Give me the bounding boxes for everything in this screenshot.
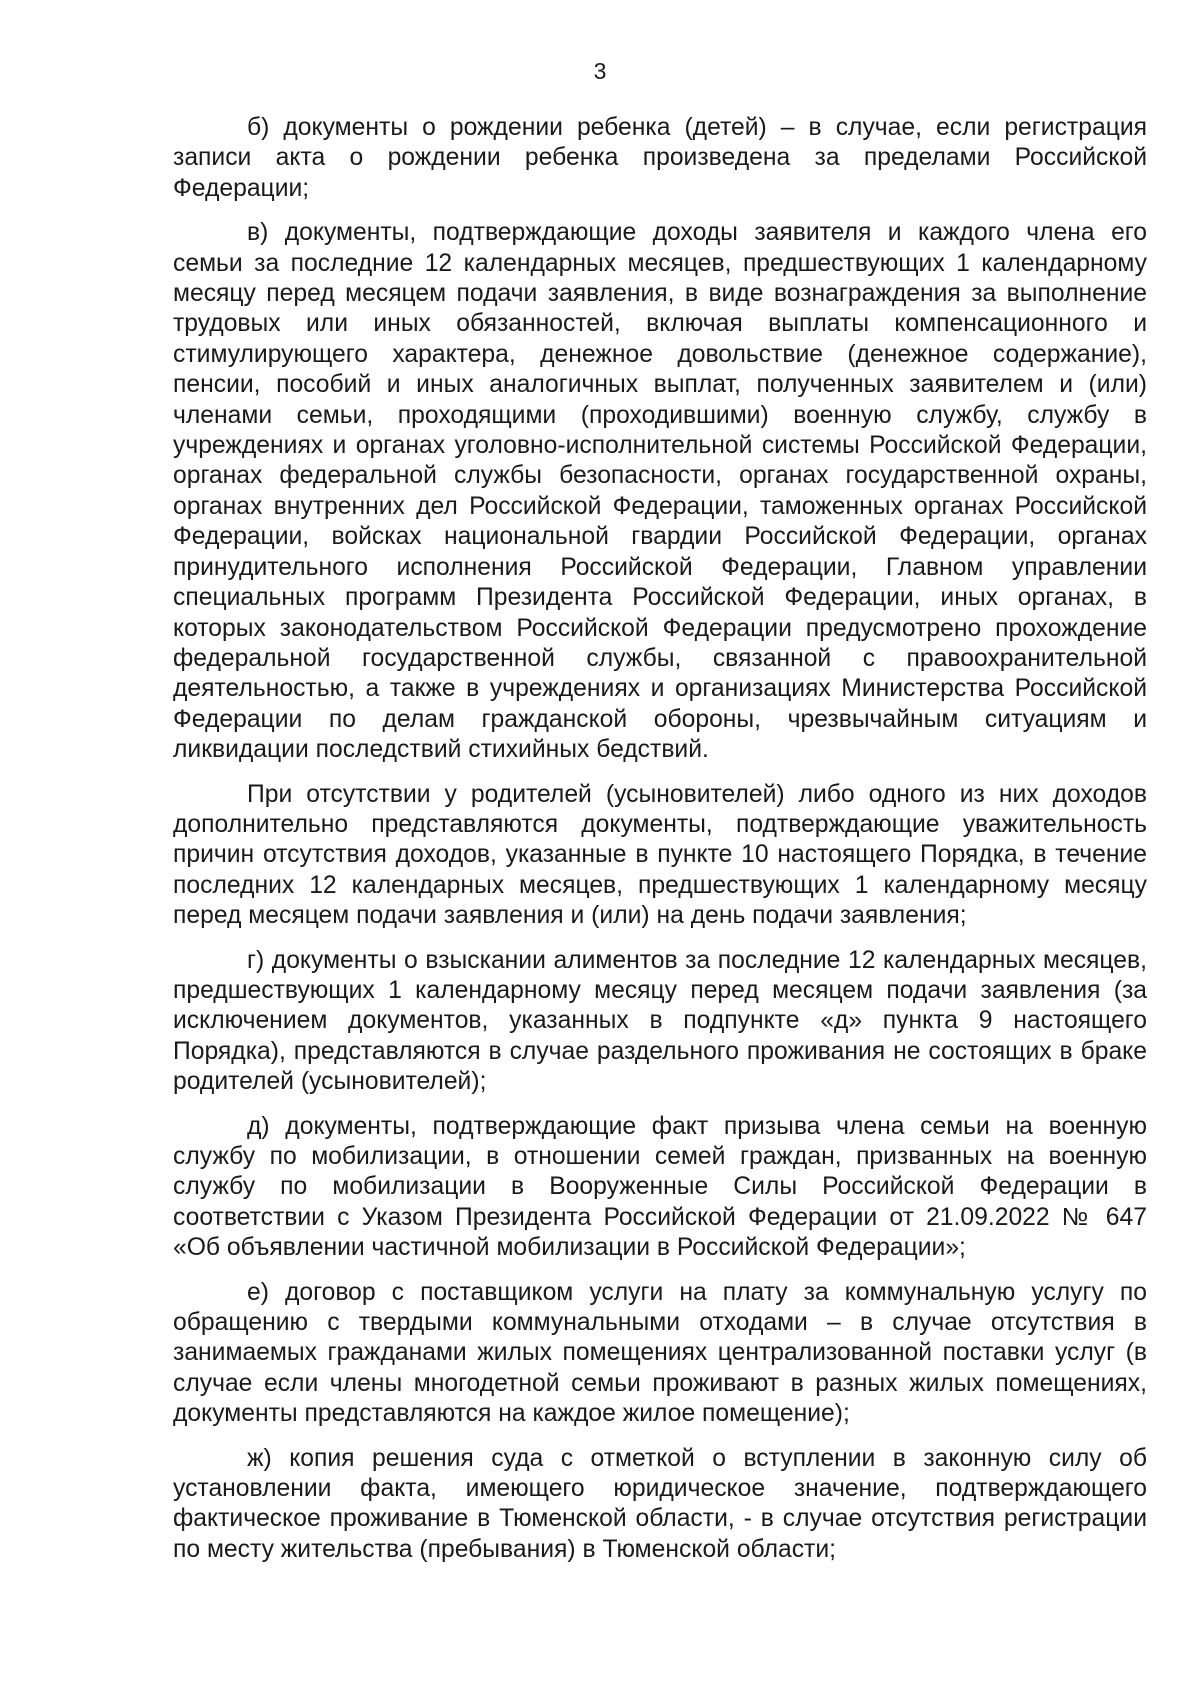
paragraph-e-waste-service-contract: е) договор с поставщиком услуги на плату за коммунальную услугу по обращению с твердыми коммунальными отходами – в случае отсутствия в занимаемых гражданами жилых помещениях централизованной поставки услуг (в случае если члены многодетной семьи проживают в разных жилых помещениях, документы представляются на каждое жилое помещение);: [173, 1278, 1147, 1428]
document-body: [173, 113, 1147, 1579]
paragraph-b-birth-documents: б) документы о рождении ребенка (детей) – в случае, если регистрация записи акта о рождении ребенка произведена за пределами Российской Федерации;: [173, 114, 1147, 202]
page-number: 3: [593, 58, 607, 84]
paragraph-d-mobilization-documents: д) документы, подтверждающие факт призыва члена семьи на военную службу по мобилизации, в отношении семей граждан, призванных на военную службу по мобилизации в Вооруженные Силы Российской Федерации в соответствии с Указом Президента Российской Федерации от 21.09.2022 № 647 «Об объявлении частичной мобилизации в Российской Федерации»;: [173, 1112, 1147, 1262]
paragraph-v-income-documents: в) документы, подтверждающие доходы заявителя и каждого члена его семьи за последние 12 календарных месяцев, предшествующих 1 календарному месяцу перед месяцем подачи заявления, в виде вознаграждения за выполнение трудовых или иных обязанностей, включая выплаты компенсационного и стимулирующего характера, денежное довольствие (денежное содержание), пенсии, пособий и иных аналогичных выплат, полученных заявителем и (или) членами семьи, проходящими (проходившими) военную службу, службу в учреждениях и органах уголовно-исполнительной системы Российской Федерации, органах федеральной службы безопасности, органах государственной охраны, органах внутренних дел Российской Федерации, таможенных органах Российской Федерации, войсках национальной гвардии Российской Федерации, органах принудительного исполнения Российской Федерации, Главном управлении специальных программ Президента Российской Федерации, иных органах, в которых законодательством Российской Федерации предусмотрено прохождение федеральной государственной службы, связанной с правоохранительной деятельностью, а также в учреждениях и организациях Министерства Российской Федерации по делам гражданской обороны, чрезвычайным ситуациям и ликвидации последствий стихийных бедствий.: [173, 219, 1147, 764]
paragraph-zh-court-decision: ж) копия решения суда с отметкой о вступлении в законную силу об установлении факта, имеющего юридическое значение, подтверждающего фактическое проживание в Тюменской области, - в случае отсутствия регистрации по месту жительства (пребывания) в Тюменской области;: [173, 1444, 1147, 1563]
paragraph-g-alimony-documents: г) документы о взыскании алиментов за последние 12 календарных месяцев, предшествующих 1 календарному месяцу перед месяцем подачи заявления (за исключением документов, указанных в подпункте «д» пункта 9 настоящего Порядка), представляются в случае раздельного проживания не состоящих в браке родителей (усыновителей);: [173, 946, 1147, 1096]
paragraph-no-income-documents: При отсутствии у родителей (усыновителей) либо одного из них доходов дополнительно представляются документы, подтверждающие уважительность причин отсутствия доходов, указанные в пункте 10 настоящего Порядка, в течение последних 12 календарных месяцев, предшествующих 1 календарному месяцу перед месяцем подачи заявления и (или) на день подачи заявления;: [173, 780, 1147, 930]
